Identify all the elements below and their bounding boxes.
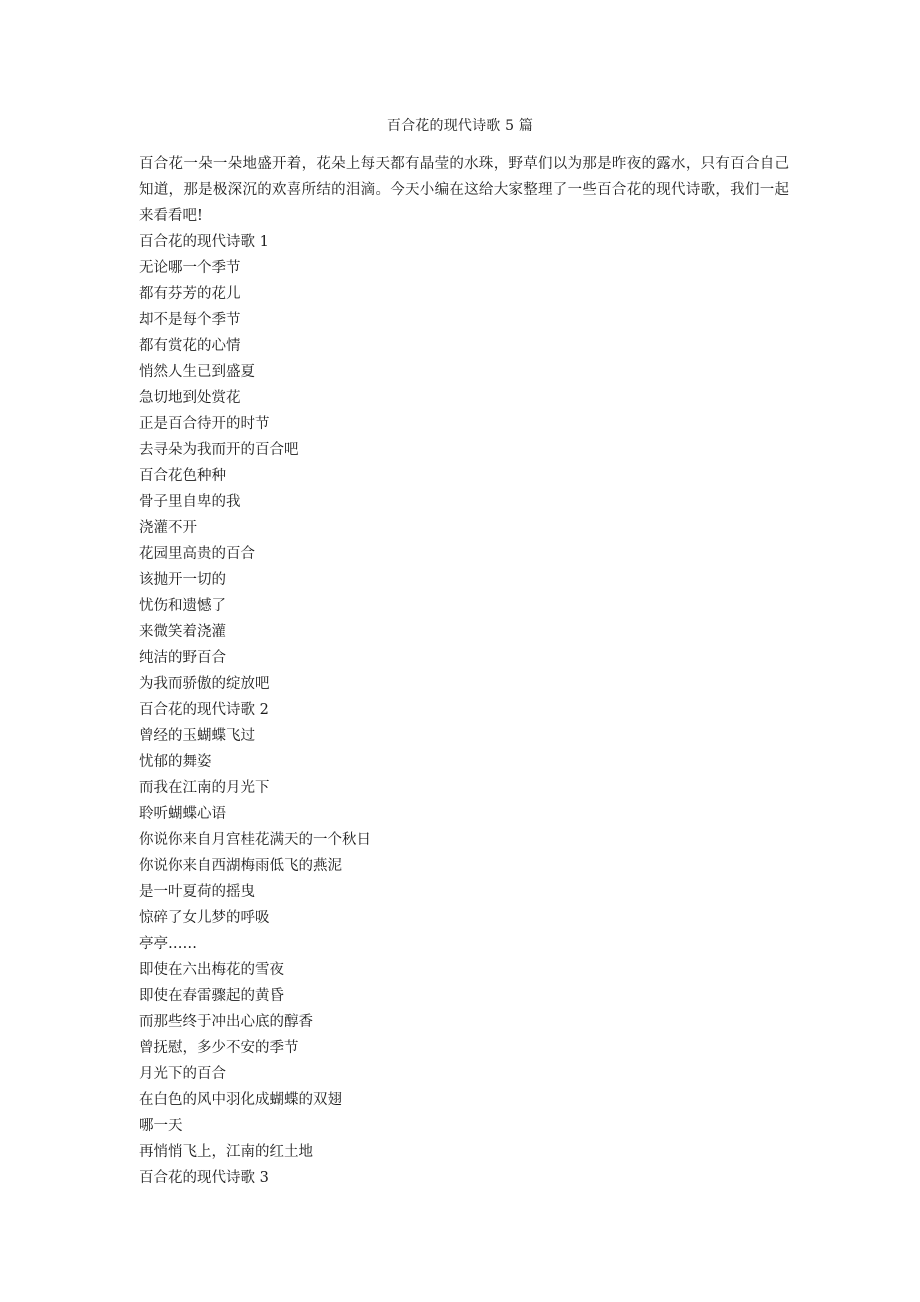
poem-line: 你说你来自西湖梅雨低飞的燕泥 — [139, 858, 342, 874]
poem-line: 为我而骄傲的绽放吧 — [139, 676, 270, 692]
poem-line: 都有芬芳的花儿 — [139, 286, 241, 302]
poem-line: 纯洁的野百合 — [139, 650, 226, 666]
intro-paragraph: 百合花一朵一朵地盛开着，花朵上每天都有晶莹的水珠，野草们以为那是昨夜的露水，只有百合自己知道，那是极深沉的欢喜所结的泪滴。今天小编在这给大家整理了一些百合花的现代诗歌，我们一起来看看吧! — [139, 156, 789, 224]
poem-line: 即使在六出梅花的雪夜 — [139, 962, 284, 978]
poem-line: 曾经的玉蝴蝶飞过 — [139, 728, 255, 744]
poem-lines — [139, 229, 789, 1191]
document-body — [139, 151, 789, 1191]
poem-line: 忧伤和遗憾了 — [139, 598, 226, 614]
poem-line: 悄然人生已到盛夏 — [139, 364, 255, 380]
poem-line: 是一叶夏荷的摇曳 — [139, 884, 255, 900]
poem-line: 在白色的风中羽化成蝴蝶的双翅 — [139, 1092, 342, 1108]
poem-line: 百合花色种种 — [139, 468, 226, 484]
poem-line: 即使在春雷骤起的黄昏 — [139, 988, 284, 1004]
poem-line: 却不是每个季节 — [139, 312, 241, 328]
poem-line: 惊碎了女儿梦的呼吸 — [139, 910, 270, 926]
section-heading: 百合花的现代诗歌 3 — [139, 1170, 269, 1186]
poem-line: 来微笑着浇灌 — [139, 624, 226, 640]
document-title: 百合花的现代诗歌 5 篇 — [386, 118, 534, 134]
section-heading: 百合花的现代诗歌 1 — [139, 234, 269, 250]
poem-line: 浇灌不开 — [139, 520, 197, 536]
poem-line: 急切地到处赏花 — [139, 390, 241, 406]
poem-line: 花园里高贵的百合 — [139, 546, 255, 562]
poem-line: 月光下的百合 — [139, 1066, 226, 1082]
poem-line: 都有赏花的心情 — [139, 338, 241, 354]
poem-line: 该抛开一切的 — [139, 572, 226, 588]
poem-line: 聆听蝴蝶心语 — [139, 806, 226, 822]
poem-line: 忧郁的舞姿 — [139, 754, 212, 770]
poem-line: 哪一天 — [139, 1118, 183, 1134]
poem-line: 无论哪一个季节 — [139, 260, 241, 276]
poem-line: 去寻朵为我而开的百合吧 — [139, 442, 299, 458]
section-heading: 百合花的现代诗歌 2 — [139, 702, 269, 718]
poem-line: 你说你来自月宫桂花满天的一个秋日 — [139, 832, 371, 848]
poem-line: 骨子里自卑的我 — [139, 494, 241, 510]
poem-line: 而那些终于冲出心底的醇香 — [139, 1014, 313, 1030]
poem-line: 曾抚慰，多少不安的季节 — [139, 1040, 299, 1056]
poem-line: 而我在江南的月光下 — [139, 780, 270, 796]
poem-line: 再悄悄飞上，江南的红土地 — [139, 1144, 313, 1160]
poem-line: 亭亭…… — [139, 936, 197, 952]
poem-line: 正是百合待开的时节 — [139, 416, 270, 432]
